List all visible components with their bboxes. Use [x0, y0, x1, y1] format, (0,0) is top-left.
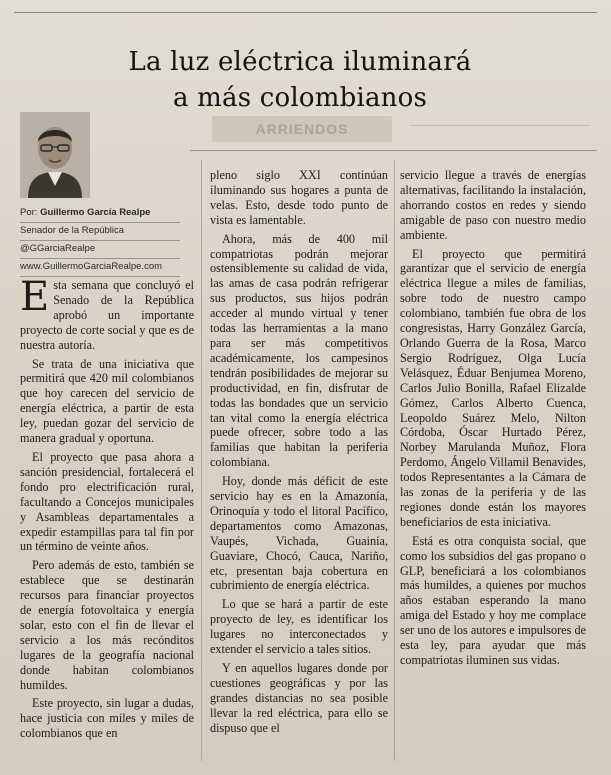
author-byline	[20, 205, 180, 277]
author-role: Senador de la República	[20, 223, 180, 241]
column-divider-2	[394, 160, 395, 761]
paragraph: Está es otra conquista social, que como los subsidios del gas propano o GLP, beneficiará a los colombianos más humildes, a quienes por muchos años estaban esperando la mano amiga del Estado y hoy me complace ser uno de los autores e impulsores de esta ley, para ayudar que más compatriotas iluminen sus vidas.	[400, 533, 586, 667]
author-name-line	[20, 205, 180, 223]
top-divider	[14, 12, 597, 13]
paragraph: servicio llegue a través de energías alternativas, facilitando la instalación, ahorrando costos en redes y siendo amigable de paso con nuestro medio ambiente.	[400, 168, 586, 242]
paragraph: Este proyecto, sin lugar a dudas, hace justicia con miles y miles de colombianos que en	[20, 696, 194, 741]
article-column-1	[20, 274, 194, 745]
section-divider	[190, 150, 597, 151]
by-prefix: Por:	[20, 207, 38, 218]
show-through-heading: ARRIENDOS	[212, 116, 392, 142]
paragraph: El proyecto que pasa ahora a sanción presidencial, fortalecerá el fondo pro electrificación rural, facultando a Concejos municipales y Asambleas departamentales a expedir estampillas para tal fin por un término de veinte años.	[20, 449, 194, 554]
show-through-rule	[410, 125, 590, 136]
article-headline	[60, 44, 540, 116]
article-column-3	[400, 168, 586, 672]
paragraph: Pero además de esto, también se establece que se destinarán recursos para financiar proyectos de energía fotovoltaica y energía solar, esto con el fin de llevar el servicio a los más recónditos lugares de la geografía nacional donde habitan colombianos humildes.	[20, 558, 194, 692]
author-portrait-icon	[20, 112, 90, 198]
column-divider-1	[201, 160, 202, 761]
drop-cap: E	[20, 274, 50, 320]
author-photo	[20, 112, 90, 198]
author-twitter: @GGarciaRealpe	[20, 241, 180, 259]
paragraph: Lo que se hará a partir de este proyecto de ley, es identificar los lugares no interconectados y extender el servicio a tales sitios.	[210, 597, 388, 657]
paragraph-text: sta semana que concluyó el Senado de la República aprobó un importante proyecto de corte social y que es de nuestra autoría.	[20, 278, 194, 352]
author-website: www.GuillermoGarciaRealpe.com	[20, 259, 180, 277]
headline-line-2: a más colombianos	[173, 83, 427, 113]
article-column-2	[210, 168, 388, 740]
paragraph: Y en aquellos lugares donde por cuestiones geográficas y por las grandes distancias no sea posible llevar la red eléctrica, para ello se dispuso que el	[210, 661, 388, 735]
paragraph	[20, 274, 194, 353]
paragraph: pleno siglo XXI continúan iluminando sus hogares a punta de velas. Esto, desde todo punto de vista es lamentable.	[210, 168, 388, 227]
paragraph: Se trata de una iniciativa que permitirá que 420 mil colombianos que hoy carecen del servicio de energía eléctrica, a partir de esta ley, puedan gozar del servicio de manera gradual y oportuna.	[20, 356, 194, 446]
headline-line-1: La luz eléctrica iluminará	[128, 47, 472, 77]
author-name: Guillermo García Realpe	[40, 207, 151, 218]
paragraph: Hoy, donde más déficit de este servicio hay es en la Amazonía, Orinoquía y todo el litoral Pacífico, departamentos como Amazonas, Vaupés, Vichada, Guainía, Guaviare, Chocó, Cauca, Nariño, etc, presentan baja cobertura en cubrimiento de energía eléctrica.	[210, 474, 388, 593]
paragraph: Ahora, más de 400 mil compatriotas podrán mejorar ostensiblemente su calidad de vida, las amas de casa podrán refrigerar sus productos, sus hijos podrán acceder al mundo virtual y tener todas las herramientas a la mano para ser más competitivos académicamente, los campesinos tendrán posibilidades de mejorar su productividad, en fin, disfrutar de todas las bondades que un servicio tan vital como la energía eléctrica puede ofrecer, sobre todo a las familias que habitan la periferia colombiana.	[210, 231, 388, 470]
paragraph: El proyecto que permitirá garantizar que el servicio de energía eléctrica llegue a miles de familias, sobre todo de nuestro campo colombiano, también fue obra de los congresistas, Harry González García, Orlando Guerra de la Rosa, Marco Sergio Rodríguez, Olga Lucía Velásquez, Éduar Benjumea Moreno, Carlos Julio Bonilla, Rafael Elizalde Gómez, Carlos Alberto Cuenca, Leopoldo Suárez Melo, Nilton Córdoba, Óscar Hurtado Pérez, Norbey Marulanda Muñoz, Flora Perdomo, Ángelo Villamil Benavides, todos Representantes a la Cámara de las zonas de la periferia y de las regiones donde están los mayores beneficiarios de esta iniciativa.	[400, 246, 586, 529]
